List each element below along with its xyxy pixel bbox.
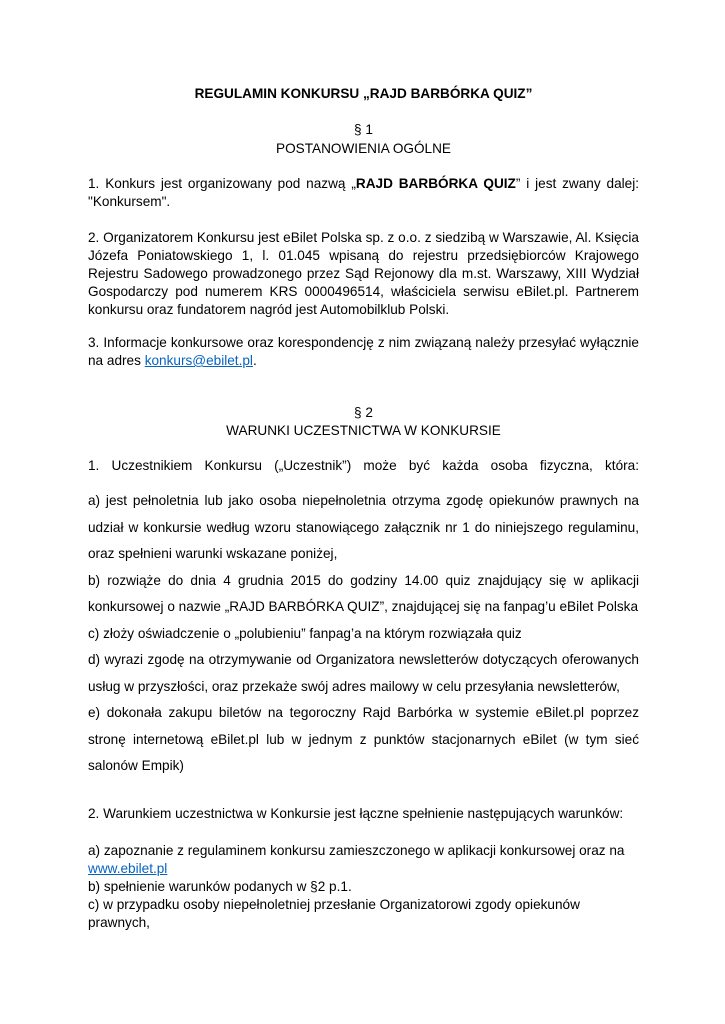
document-title: REGULAMIN KONKURSU „RAJD BARBÓRKA QUIZ” — [194, 86, 533, 101]
section-1-number: § 1 — [354, 122, 373, 137]
section-1-paragraph-2: 2. Organizatorem Konkursu jest eBilet Polska sp. z o.o. z siedzibą w Warszawie, Al. Księcia Józefa Poniatowskiego 1, l. 01.045 wpisaną do rejestru przedsiębiorców Krajowego Rejestru Sadowego prowadzonego przez Sąd Rejonowy dla m.st. Warszawy, XIII Wydział Gospodarczy pod numerem KRS 0000496514, właściciela serwisu eBilet.pl. Partnerem konkursu oraz fundatorem nagród jest Automobilklub Polski. — [88, 230, 639, 317]
section-1-heading: POSTANOWIENIA OGÓLNE — [276, 141, 451, 156]
ebilet-website-link[interactable]: www.ebilet.pl — [88, 861, 168, 876]
list-item: b) rozwiąże do dnia 4 grudnia 2015 do godziny 14.00 quiz znajdujący się w aplikacji konkursowej o nazwie „RAJD BARBÓRKA QUIZ”, znajdującej się na fanpag’u eBilet Polska — [88, 572, 639, 614]
section-1-paragraph-3: 3. Informacje konkursowe oraz korespondencję z nim związaną należy przesyłać wyłącznie na adres konkurs@ebilet.pl. — [88, 335, 639, 368]
section-2-paragraph-2: 2. Warunkiem uczestnictwa w Konkursie jest łączne spełnienie następujących warunków: — [88, 806, 624, 821]
list-item: a) zapoznanie z regulaminem konkursu zamieszczonego w aplikacji konkursowej oraz na www.ebilet.pl — [88, 843, 625, 876]
participant-conditions-list — [88, 488, 639, 780]
list-item: c) w przypadku osoby niepełnoletniej przesłanie Organizatorowi zgody opiekunów prawnych, — [88, 897, 580, 930]
participation-requirements-list — [88, 842, 639, 932]
contest-name: RAJD BARBÓRKA QUIZ — [355, 176, 516, 191]
list-item: d) wyrazi zgodę na otrzymywanie od Organizatora newsletterów dotyczących oferowanych usług w przyszłości, oraz przekaże swój adres mailowy w celu przesyłania newsletterów, — [88, 652, 639, 694]
list-item: b) spełnienie warunków podanych w §2 p.1. — [88, 879, 352, 894]
list-item: c) złoży oświadczenie o „polubieniu” fanpag’a na którym rozwiązała quiz — [88, 625, 522, 641]
contest-email-link[interactable]: konkurs@ebilet.pl — [144, 353, 253, 368]
section-1-paragraph-1: 1. Konkurs jest organizowany pod nazwą „RAJD BARBÓRKA QUIZ” i jest zwany dalej: "Konkursem". — [88, 176, 640, 209]
list-item: a) jest pełnoletnia lub jako osoba niepełnoletnia otrzyma zgodę opiekunów prawnych na udział w konkursie według wzoru stanowiącego załącznik nr 1 do niniejszego regulaminu, oraz spełnieni warunki wskazane poniżej, — [88, 493, 639, 561]
section-2-heading: WARUNKI UCZESTNICTWA W KONKURSIE — [226, 423, 501, 438]
list-item: e) dokonała zakupu biletów na tegoroczny Rajd Barbórka w systemie eBilet.pl poprzez stronę internetową eBilet.pl lub w jednym z punktów stacjonarnych eBilet (w tym sieć salonów Empik) — [88, 705, 639, 773]
section-2-number: § 2 — [354, 405, 373, 420]
section-2-paragraph-1: 1. Uczestnikiem Konkursu („Uczestnik”) może być każda osoba fizyczna, która: — [88, 458, 639, 473]
